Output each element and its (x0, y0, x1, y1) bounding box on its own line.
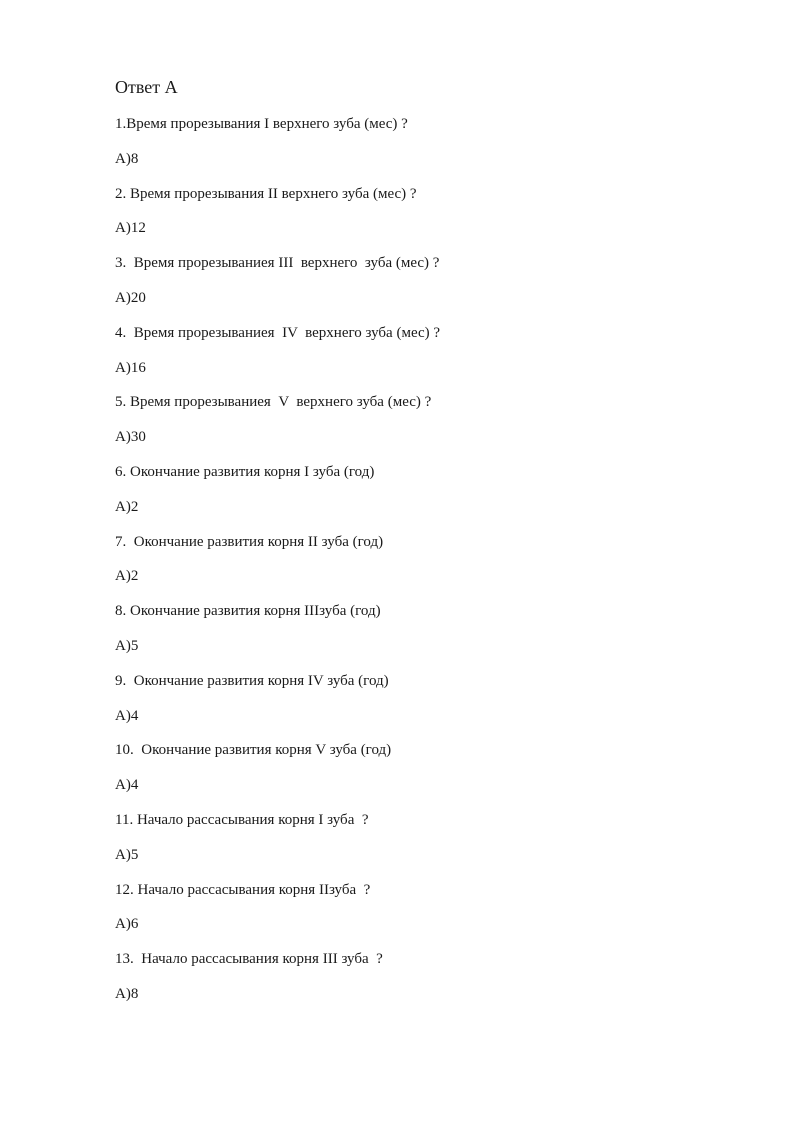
question-text: 12. Начало рассасывания корня IIзуба ? (115, 881, 371, 898)
answer-text: А)8 (115, 985, 139, 1002)
qa-item-5 (115, 393, 755, 447)
answer-text: А)5 (115, 637, 139, 654)
question-text: 10. Окончание развития корня V зуба (год) (115, 742, 392, 759)
qa-item-1 (115, 115, 755, 169)
qa-item-11 (115, 811, 755, 865)
answer-text: А)20 (115, 289, 146, 306)
qa-item-7 (115, 533, 755, 587)
qa-item-9 (115, 672, 755, 726)
answer-text: А)5 (115, 846, 139, 863)
question-text: 1.Время прорезывания I верхнего зуба (мес) ? (115, 116, 408, 132)
answer-text: А)4 (115, 777, 139, 794)
question-text: 7. Окончание развития корня II зуба (год) (115, 533, 384, 550)
answer-text: А)2 (115, 568, 139, 585)
qa-item-6 (115, 463, 755, 517)
question-text: 11. Начало рассасывания корня I зуба ? (115, 811, 369, 828)
question-text: 13. Начало рассасывания корня III зуба ? (115, 951, 383, 968)
answer-text: А)12 (115, 220, 146, 237)
qa-item-2 (115, 185, 755, 239)
answer-text: А)6 (115, 916, 139, 933)
question-text: 9. Окончание развития корня IV зуба (год) (115, 672, 389, 689)
qa-item-12 (115, 881, 755, 935)
answer-text: А)30 (115, 429, 146, 446)
qa-item-10 (115, 741, 755, 795)
answer-text: А)16 (115, 359, 146, 376)
qa-item-4 (115, 324, 755, 378)
question-text: 2. Время прорезывания II верхнего зуба (мес) ? (115, 185, 417, 202)
qa-item-3 (115, 254, 755, 308)
question-text: 5. Время прорезываниея V верхнего зуба (мес) ? (115, 394, 432, 411)
answer-text: А)4 (115, 707, 139, 724)
question-text: 4. Время прорезываниея IV верхнего зуба (мес) ? (115, 324, 441, 341)
qa-item-8 (115, 602, 755, 656)
question-text: 6. Окончание развития корня I зуба (год) (115, 463, 375, 480)
qa-item-13 (115, 950, 755, 1004)
answer-text: А)8 (115, 150, 139, 167)
question-text: 8. Окончание развития корня IIIзуба (год) (115, 603, 381, 620)
document-title: Ответ А (115, 77, 178, 97)
question-text: 3. Время прорезываниея III верхнего зуба (мес) ? (115, 255, 440, 272)
answer-text: А)2 (115, 498, 139, 515)
question-answer-list (115, 115, 755, 1020)
